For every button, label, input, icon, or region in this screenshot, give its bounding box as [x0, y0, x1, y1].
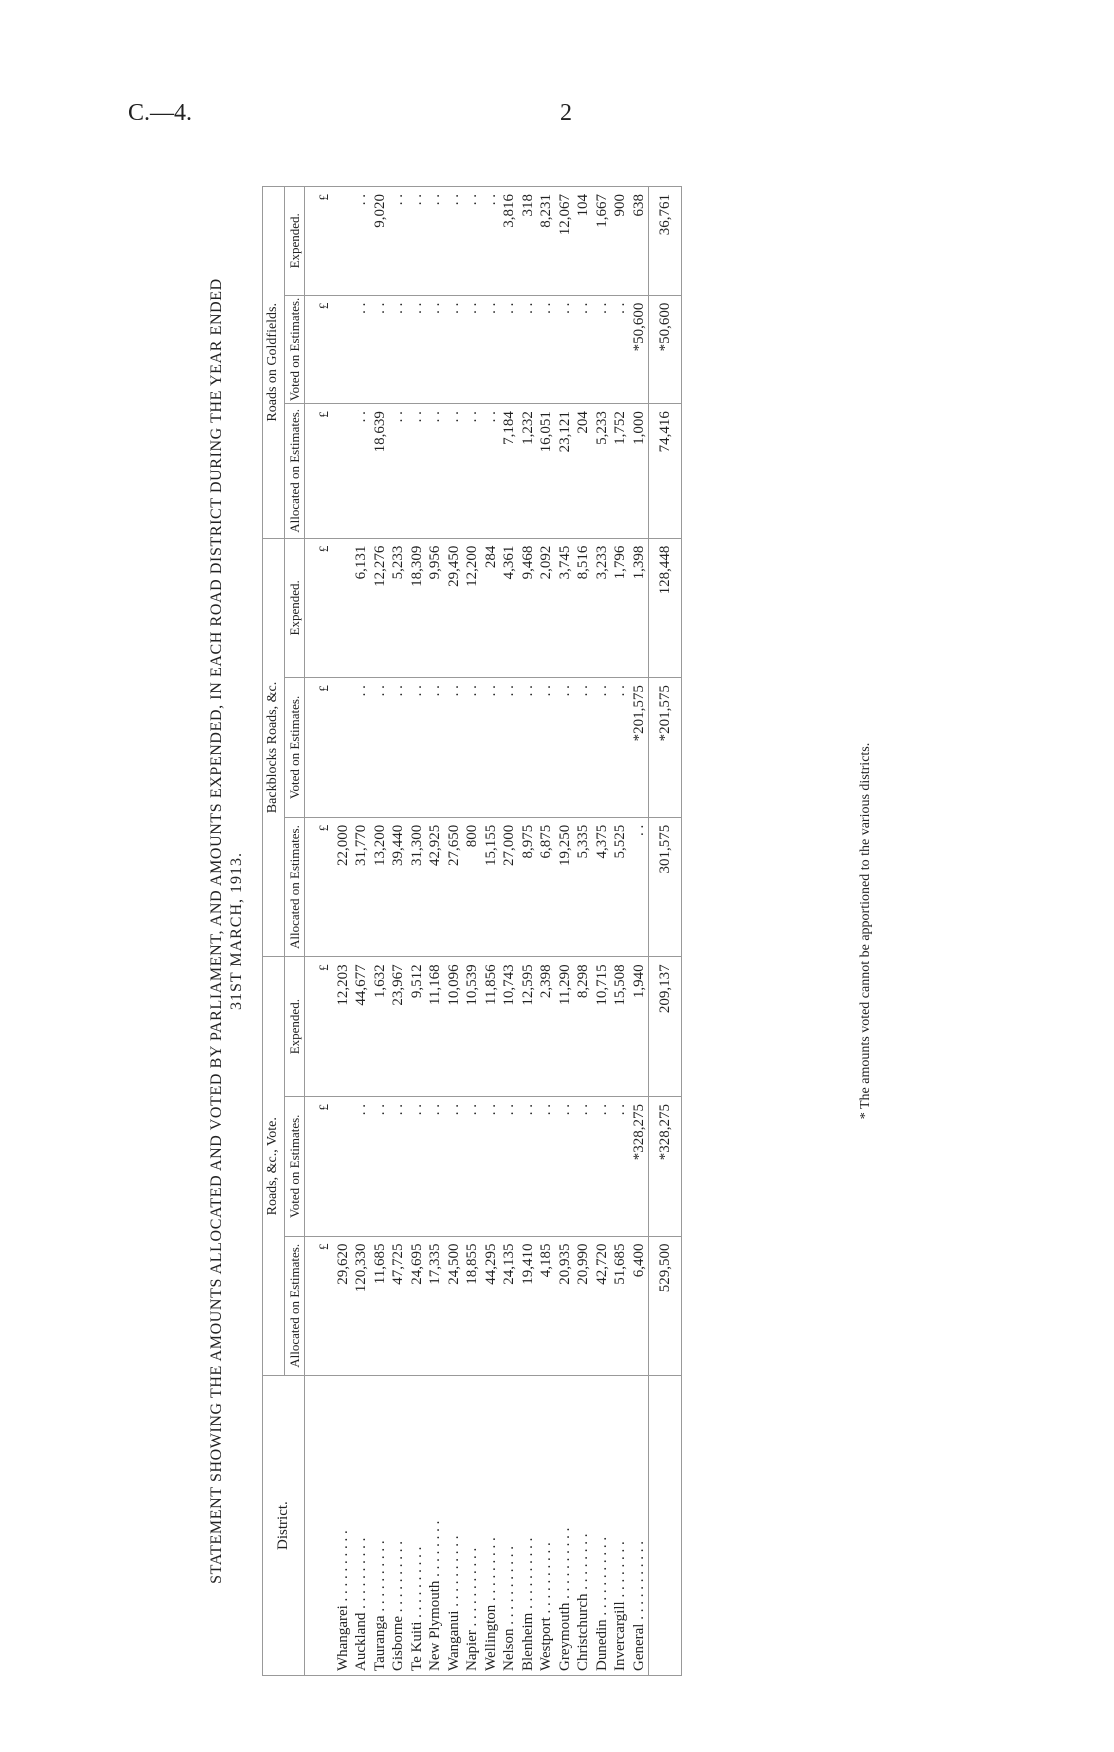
- value-cell: *201,575: [629, 678, 648, 818]
- value-cell: . .: [426, 295, 445, 404]
- value-cell: 11,168: [426, 957, 445, 1097]
- value-cell: 16,051: [537, 404, 556, 538]
- value-cell: . .: [500, 678, 519, 818]
- district-name: Wellington . . . . . . . . .: [481, 1376, 500, 1676]
- value-cell: . .: [407, 404, 426, 538]
- district-column-header: District.: [263, 1376, 305, 1676]
- subheader-allocated: Allocated on Estimates.: [284, 1236, 305, 1376]
- value-cell: 900: [611, 187, 630, 296]
- total-cell: *328,275: [648, 1096, 681, 1236]
- value-cell: 8,231: [537, 187, 556, 296]
- value-cell: . .: [352, 404, 371, 538]
- value-cell: 13,200: [370, 817, 389, 957]
- value-cell: . .: [389, 678, 408, 818]
- unit-cell: £: [305, 817, 334, 957]
- value-cell: 10,096: [444, 957, 463, 1097]
- rotated-statement: [208, 146, 918, 1716]
- value-cell: 1,232: [518, 404, 537, 538]
- value-cell: 10,743: [500, 957, 519, 1097]
- value-cell: 23,121: [555, 404, 574, 538]
- value-cell: 31,300: [407, 817, 426, 957]
- district-name: Christchurch . . . . . . . .: [574, 1376, 593, 1676]
- subheader-expended: Expended.: [284, 187, 305, 296]
- district-name: Auckland . . . . . . . . . .: [352, 1376, 371, 1676]
- value-cell: 27,000: [500, 817, 519, 957]
- value-cell: 9,512: [407, 957, 426, 1097]
- table-row: [537, 187, 556, 1676]
- value-cell: 51,685: [611, 1236, 630, 1376]
- table-row: [352, 187, 371, 1676]
- value-cell: . .: [592, 295, 611, 404]
- district-name: Te Kuiti . . . . . . . . . .: [407, 1376, 426, 1676]
- value-cell: . .: [555, 678, 574, 818]
- value-cell: 4,361: [500, 538, 519, 678]
- table-row: [444, 187, 463, 1676]
- value-cell: 3,816: [500, 187, 519, 296]
- footnote: * The amounts voted cannot be apportioned to the various districts.: [858, 742, 873, 1120]
- unit-cell: £: [305, 187, 334, 296]
- value-cell: . .: [463, 187, 482, 296]
- value-cell: . .: [500, 295, 519, 404]
- value-cell: 120,330: [352, 1236, 371, 1376]
- value-cell: [333, 1096, 352, 1236]
- value-cell: . .: [370, 1096, 389, 1236]
- value-cell: 15,155: [481, 817, 500, 957]
- value-cell: . .: [481, 678, 500, 818]
- value-cell: 1,398: [629, 538, 648, 678]
- value-cell: 800: [463, 817, 482, 957]
- value-cell: [333, 538, 352, 678]
- value-cell: . .: [444, 1096, 463, 1236]
- value-cell: 2,398: [537, 957, 556, 1097]
- value-cell: . .: [352, 678, 371, 818]
- value-cell: . .: [444, 187, 463, 296]
- value-cell: 29,450: [444, 538, 463, 678]
- value-cell: 12,276: [370, 538, 389, 678]
- table-row: [407, 187, 426, 1676]
- value-cell: 24,695: [407, 1236, 426, 1376]
- value-cell: . .: [537, 678, 556, 818]
- value-cell: 4,185: [537, 1236, 556, 1376]
- value-cell: 11,856: [481, 957, 500, 1097]
- value-cell: . .: [481, 404, 500, 538]
- value-cell: 3,745: [555, 538, 574, 678]
- value-cell: 6,875: [537, 817, 556, 957]
- table-row: [518, 187, 537, 1676]
- value-cell: . .: [574, 678, 593, 818]
- unit-cell: £: [305, 538, 334, 678]
- table-row: [426, 187, 445, 1676]
- subheader-allocated: Allocated on Estimates.: [284, 817, 305, 957]
- value-cell: . .: [389, 295, 408, 404]
- value-cell: 9,020: [370, 187, 389, 296]
- value-cell: . .: [370, 295, 389, 404]
- group-header-roads-vote: Roads, &c., Vote.: [263, 957, 285, 1376]
- value-cell: . .: [389, 1096, 408, 1236]
- total-cell: 529,500: [648, 1236, 681, 1376]
- table-row: [611, 187, 630, 1676]
- district-name: Wanganui . . . . . . . . . .: [444, 1376, 463, 1676]
- value-cell: 44,677: [352, 957, 371, 1097]
- value-cell: . .: [444, 295, 463, 404]
- value-cell: 1,940: [629, 957, 648, 1097]
- value-cell: . .: [463, 1096, 482, 1236]
- value-cell: . .: [518, 1096, 537, 1236]
- value-cell: 20,990: [574, 1236, 593, 1376]
- value-cell: 1,667: [592, 187, 611, 296]
- value-cell: . .: [426, 1096, 445, 1236]
- value-cell: . .: [592, 678, 611, 818]
- page-number: 2: [560, 100, 572, 126]
- value-cell: 11,685: [370, 1236, 389, 1376]
- value-cell: 8,298: [574, 957, 593, 1097]
- value-cell: 44,295: [481, 1236, 500, 1376]
- table-row: [555, 187, 574, 1676]
- value-cell: 318: [518, 187, 537, 296]
- value-cell: 1,796: [611, 538, 630, 678]
- value-cell: . .: [611, 1096, 630, 1236]
- value-cell: 104: [574, 187, 593, 296]
- value-cell: 5,525: [611, 817, 630, 957]
- value-cell: . .: [463, 404, 482, 538]
- value-cell: 42,925: [426, 817, 445, 957]
- value-cell: 24,135: [500, 1236, 519, 1376]
- group-header-row: [263, 187, 285, 1676]
- title-line-2: 31ST MARCH, 1913.: [228, 851, 245, 1011]
- district-name: Invercargill . . . . . . . .: [611, 1376, 630, 1676]
- value-cell: 8,516: [574, 538, 593, 678]
- value-cell: . .: [352, 187, 371, 296]
- page-reference: C.—4.: [128, 100, 193, 126]
- value-cell: 27,650: [444, 817, 463, 957]
- group-header-backblocks: Backblocks Roads, &c.: [263, 538, 285, 957]
- value-cell: . .: [407, 678, 426, 818]
- table-row: [592, 187, 611, 1676]
- value-cell: 9,468: [518, 538, 537, 678]
- value-cell: 2,092: [537, 538, 556, 678]
- value-cell: 3,233: [592, 538, 611, 678]
- table-row: [463, 187, 482, 1676]
- subheader-allocated: Allocated on Estimates.: [284, 404, 305, 538]
- subheader-voted: Voted on Estimates.: [284, 295, 305, 404]
- value-cell: *328,275: [629, 1096, 648, 1236]
- value-cell: 6,400: [629, 1236, 648, 1376]
- value-cell: . .: [629, 817, 648, 957]
- unit-cell: £: [305, 295, 334, 404]
- value-cell: 17,335: [426, 1236, 445, 1376]
- value-cell: . .: [537, 1096, 556, 1236]
- value-cell: 1,752: [611, 404, 630, 538]
- value-cell: . .: [555, 295, 574, 404]
- value-cell: 42,720: [592, 1236, 611, 1376]
- table-row: [389, 187, 408, 1676]
- district-name: Greymouth . . . . . . . . . .: [555, 1376, 574, 1676]
- unit-cell: £: [305, 957, 334, 1097]
- subheader-expended: Expended.: [284, 538, 305, 678]
- statement-table-container: [262, 186, 682, 1676]
- district-name: General . . . . . . . . . . .: [629, 1376, 648, 1676]
- district-name: Dunedin . . . . . . . . . . .: [592, 1376, 611, 1676]
- subheader-voted: Voted on Estimates.: [284, 1096, 305, 1236]
- value-cell: . .: [611, 678, 630, 818]
- value-cell: [333, 295, 352, 404]
- value-cell: 4,375: [592, 817, 611, 957]
- units-blank-cell: [305, 1376, 334, 1676]
- table-row: [574, 187, 593, 1676]
- value-cell: 19,250: [555, 817, 574, 957]
- value-cell: . .: [389, 187, 408, 296]
- value-cell: 5,335: [574, 817, 593, 957]
- value-cell: 15,508: [611, 957, 630, 1097]
- value-cell: 10,715: [592, 957, 611, 1097]
- total-cell: 128,448: [648, 538, 681, 678]
- totals-row: [648, 187, 681, 1676]
- unit-cell: £: [305, 1096, 334, 1236]
- district-name: Napier . . . . . . . . . . .: [463, 1376, 482, 1676]
- value-cell: . .: [444, 404, 463, 538]
- value-cell: . .: [444, 678, 463, 818]
- total-cell: 36,761: [648, 187, 681, 296]
- statement-table: [262, 186, 682, 1676]
- value-cell: 18,309: [407, 538, 426, 678]
- value-cell: 23,967: [389, 957, 408, 1097]
- table-row: [481, 187, 500, 1676]
- district-name: Whangarei . . . . . . . . . .: [333, 1376, 352, 1676]
- district-name: Gisborne . . . . . . . . . .: [389, 1376, 408, 1676]
- value-cell: . .: [426, 404, 445, 538]
- subheader-voted: Voted on Estimates.: [284, 678, 305, 818]
- table-body: [305, 187, 682, 1676]
- unit-cell: £: [305, 404, 334, 538]
- value-cell: 19,410: [518, 1236, 537, 1376]
- value-cell: . .: [352, 295, 371, 404]
- district-name: Blenheim . . . . . . . . . .: [518, 1376, 537, 1676]
- value-cell: 9,956: [426, 538, 445, 678]
- value-cell: [333, 678, 352, 818]
- table-row: [629, 187, 648, 1676]
- value-cell: . .: [463, 678, 482, 818]
- value-cell: 1,000: [629, 404, 648, 538]
- group-header-goldfields: Roads on Goldfields.: [263, 187, 285, 539]
- value-cell: [333, 187, 352, 296]
- value-cell: 5,233: [592, 404, 611, 538]
- value-cell: . .: [352, 1096, 371, 1236]
- value-cell: 47,725: [389, 1236, 408, 1376]
- value-cell: . .: [407, 187, 426, 296]
- table-row: [370, 187, 389, 1676]
- title-line-1: STATEMENT SHOWING THE AMOUNTS ALLOCATED AND VOTED BY PARLIAMENT, AND AMOUNTS EXPENDED, IN EACH ROAD DISTRICT DURING THE YEAR ENDED: [208, 278, 225, 1584]
- value-cell: 638: [629, 187, 648, 296]
- value-cell: *50,600: [629, 295, 648, 404]
- value-cell: 24,500: [444, 1236, 463, 1376]
- unit-cell: £: [305, 1236, 334, 1376]
- district-name: Nelson . . . . . . . . . . .: [500, 1376, 519, 1676]
- value-cell: 39,440: [389, 817, 408, 957]
- value-cell: . .: [463, 295, 482, 404]
- value-cell: . .: [407, 1096, 426, 1236]
- value-cell: 22,000: [333, 817, 352, 957]
- total-cell: 301,575: [648, 817, 681, 957]
- value-cell: . .: [389, 404, 408, 538]
- total-cell: 209,137: [648, 957, 681, 1097]
- subheader-expended: Expended.: [284, 957, 305, 1097]
- total-cell: *201,575: [648, 678, 681, 818]
- value-cell: 10,539: [463, 957, 482, 1097]
- value-cell: [333, 404, 352, 538]
- units-row: [305, 187, 334, 1676]
- value-cell: 8,975: [518, 817, 537, 957]
- value-cell: 18,855: [463, 1236, 482, 1376]
- district-name: Westport . . . . . . . . . .: [537, 1376, 556, 1676]
- unit-cell: £: [305, 678, 334, 818]
- value-cell: 18,639: [370, 404, 389, 538]
- value-cell: . .: [426, 187, 445, 296]
- value-cell: . .: [611, 295, 630, 404]
- value-cell: . .: [574, 295, 593, 404]
- value-cell: 7,184: [500, 404, 519, 538]
- value-cell: 12,595: [518, 957, 537, 1097]
- value-cell: . .: [481, 1096, 500, 1236]
- value-cell: . .: [574, 1096, 593, 1236]
- value-cell: 1,632: [370, 957, 389, 1097]
- value-cell: . .: [518, 678, 537, 818]
- value-cell: . .: [426, 678, 445, 818]
- table-row: [333, 187, 352, 1676]
- table-row: [500, 187, 519, 1676]
- value-cell: 31,770: [352, 817, 371, 957]
- value-cell: . .: [370, 678, 389, 818]
- value-cell: . .: [407, 295, 426, 404]
- district-name: New Plymouth . . . . . . . .: [426, 1376, 445, 1676]
- total-cell: 74,416: [648, 404, 681, 538]
- total-cell: *50,600: [648, 295, 681, 404]
- value-cell: 6,131: [352, 538, 371, 678]
- value-cell: . .: [500, 1096, 519, 1236]
- value-cell: 5,233: [389, 538, 408, 678]
- value-cell: 11,290: [555, 957, 574, 1097]
- district-name: Tauranga . . . . . . . . . .: [370, 1376, 389, 1676]
- value-cell: 12,067: [555, 187, 574, 296]
- value-cell: . .: [537, 295, 556, 404]
- value-cell: . .: [555, 1096, 574, 1236]
- statement-title: [208, 146, 246, 1716]
- totals-label-blank: [648, 1376, 681, 1676]
- value-cell: . .: [481, 295, 500, 404]
- value-cell: 12,200: [463, 538, 482, 678]
- value-cell: 284: [481, 538, 500, 678]
- value-cell: 20,935: [555, 1236, 574, 1376]
- value-cell: . .: [592, 1096, 611, 1236]
- value-cell: . .: [481, 187, 500, 296]
- value-cell: 12,203: [333, 957, 352, 1097]
- value-cell: . .: [518, 295, 537, 404]
- value-cell: 204: [574, 404, 593, 538]
- value-cell: 29,620: [333, 1236, 352, 1376]
